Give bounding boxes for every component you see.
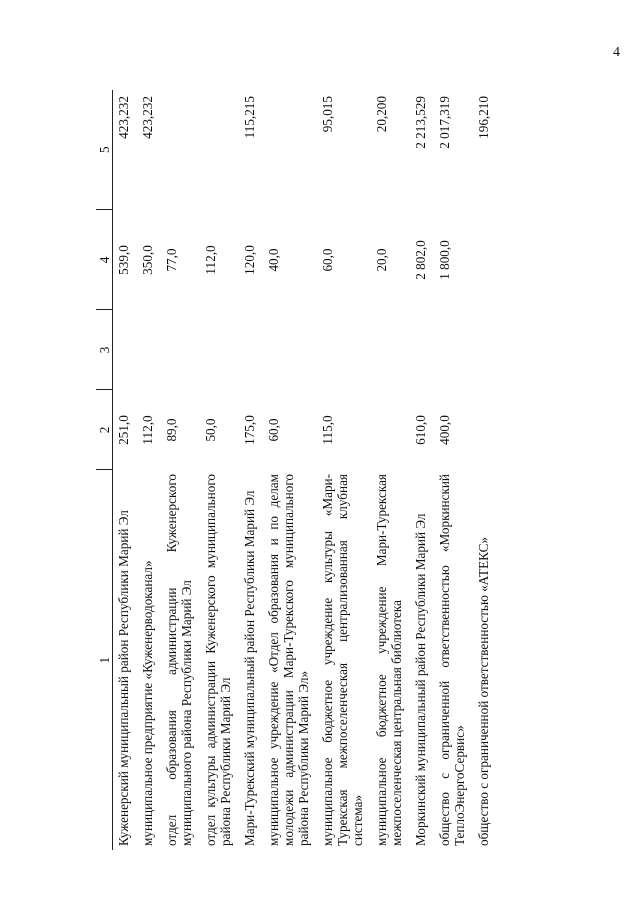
row-name: отдел культуры администрации Куженерского муниципального района Республики Марий Эл: [203, 474, 233, 846]
page-number: 4: [613, 45, 620, 60]
row-col-4: 20,0: [374, 248, 389, 272]
row-col-4: 539,0: [116, 245, 131, 275]
row-col-3: [239, 310, 263, 390]
row-col-4: [473, 210, 497, 310]
row-col-3: [113, 310, 138, 390]
table-row: [239, 90, 263, 850]
rotated-table-wrapper: [96, 80, 546, 850]
row-col-2: 115,0: [320, 415, 335, 445]
row-col-3: [410, 310, 434, 390]
header-col-5: 5: [96, 90, 113, 210]
table-row: [317, 90, 371, 850]
header-row: [96, 90, 113, 850]
table-row: [200, 90, 239, 850]
row-col-3: [263, 310, 317, 390]
row-col-2: 89,0: [164, 418, 179, 442]
row-name: общество с ограниченной ответственностью «АТЕКС»: [476, 536, 491, 846]
row-col-5: [161, 90, 200, 210]
row-col-3: [434, 310, 473, 390]
table-row: [263, 90, 317, 850]
row-col-5: 423,232: [116, 96, 131, 139]
row-col-3: [371, 310, 410, 390]
row-col-3: [473, 310, 497, 390]
row-col-4: 1 800,0: [437, 240, 452, 280]
row-col-5: 2 017,319: [437, 96, 452, 149]
row-col-2: [371, 390, 410, 470]
row-col-2: 610,0: [413, 415, 428, 445]
row-col-4: 60,0: [320, 248, 335, 272]
row-name: Куженерский муниципальный район Республики Марий Эл: [116, 510, 131, 846]
row-name: муниципальное учреждение «Отдел образования и по делам молодежи администрации Мари-Турекского муниципального района Республики Марий Эл»: [266, 474, 311, 846]
row-name: общество с ограниченной ответственностью «Моркинский ТеплоЭнергоСервис»: [437, 474, 467, 846]
row-col-4: 2 802,0: [413, 240, 428, 280]
row-col-5: 2 213,529: [413, 96, 428, 149]
header-col-1: 1: [96, 470, 113, 850]
row-col-2: 60,0: [266, 418, 281, 442]
row-col-3: [317, 310, 371, 390]
row-col-3: [161, 310, 200, 390]
row-col-2: 112,0: [140, 415, 155, 445]
table-row: [161, 90, 200, 850]
row-col-4: 40,0: [266, 248, 281, 272]
row-col-4: 77,0: [164, 248, 179, 272]
row-col-5: [200, 90, 239, 210]
table-row: [434, 90, 473, 850]
row-col-5: 115,215: [242, 96, 257, 139]
row-col-5: [263, 90, 317, 210]
row-name: Мари-Турекский муниципальный район Республики Марий Эл: [242, 490, 257, 846]
row-col-5: 95,015: [320, 96, 335, 133]
row-name: отдел образования администрации Куженерского муниципального района Республики Марий Эл: [164, 474, 194, 846]
row-col-4: 120,0: [242, 245, 257, 275]
row-col-4: 112,0: [203, 245, 218, 275]
table-row: [371, 90, 410, 850]
table-row: [137, 90, 161, 850]
row-col-2: 50,0: [203, 418, 218, 442]
row-col-3: [137, 310, 161, 390]
header-col-2: 2: [96, 390, 113, 470]
row-name: муниципальное предприятие «Куженерводоканал»: [140, 560, 155, 846]
row-col-2: [473, 390, 497, 470]
table-row: [113, 90, 138, 850]
row-name: муниципальное бюджетное учреждение Мари-Турекская межпоселенческая центральная библиотека: [374, 474, 404, 846]
row-col-2: 400,0: [437, 415, 452, 445]
table-row: [473, 90, 497, 850]
row-col-4: 350,0: [140, 245, 155, 275]
row-col-5: 423,232: [140, 96, 155, 139]
row-col-3: [200, 310, 239, 390]
row-col-5: 20,200: [374, 96, 389, 133]
table-row: [410, 90, 434, 850]
header-col-3: 3: [96, 310, 113, 390]
row-name: муниципальное бюджетное учреждение культуры «Мари-Турекская межпоселенческая централизованная клубная система»: [320, 474, 365, 846]
row-col-5: 196,210: [476, 96, 491, 139]
row-col-2: 251,0: [116, 415, 131, 445]
budget-table: [96, 90, 497, 850]
row-name: Моркинский муниципальный район Республики Марий Эл: [413, 513, 428, 846]
row-col-2: 175,0: [242, 415, 257, 445]
header-col-4: 4: [96, 210, 113, 310]
